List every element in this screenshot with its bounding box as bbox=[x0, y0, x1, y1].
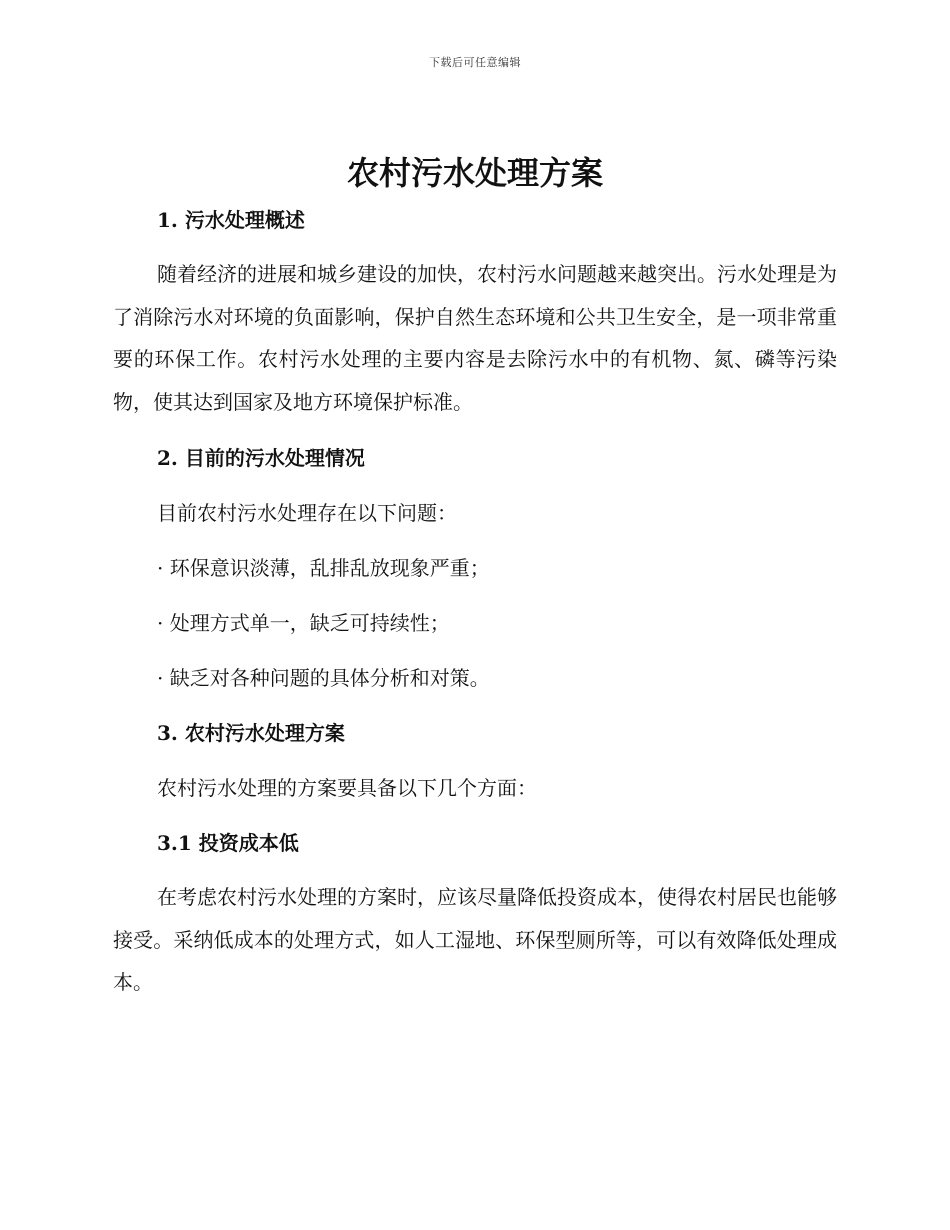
document-body bbox=[113, 200, 837, 1004]
bullet-item: · 处理方式单一，缺乏可持续性； bbox=[157, 611, 450, 635]
current-status-intro: 目前农村污水处理存在以下问题： bbox=[157, 501, 457, 525]
bullet-item: · 环保意识淡薄，乱排乱放现象严重； bbox=[157, 556, 490, 580]
bullet-item: · 缺乏对各种问题的具体分析和对策。 bbox=[157, 666, 490, 690]
paragraph-low-cost: 在考虑农村污水处理的方案时，应该尽量降低投资成本，使得农村居民也能够接受。采纳低成本的处理方式，如人工湿地、环保型厕所等，可以有效降低处理成本。 bbox=[113, 885, 837, 994]
section-heading-overview: 1. 污水处理概述 bbox=[157, 208, 305, 232]
section-heading-current-status: 2. 目前的污水处理情况 bbox=[157, 446, 365, 470]
section-heading-plan: 3. 农村污水处理方案 bbox=[157, 721, 345, 745]
paragraph-overview: 随着经济的进展和城乡建设的加快，农村污水问题越来越突出。污水处理是为了消除污水对环境的负面影响，保护自然生态环境和公共卫生安全，是一项非常重要的环保工作。农村污水处理的主要内容是去除污水中的有机物、氮、磷等污染物，使其达到国家及地方环境保护标准。 bbox=[113, 262, 837, 414]
header-note: 下载后可任意编辑 bbox=[429, 56, 521, 69]
section-heading-low-cost: 3.1 投资成本低 bbox=[157, 831, 299, 855]
document-title: 农村污水处理方案 bbox=[346, 154, 603, 192]
plan-intro: 农村污水处理的方案要具备以下几个方面： bbox=[157, 776, 537, 800]
